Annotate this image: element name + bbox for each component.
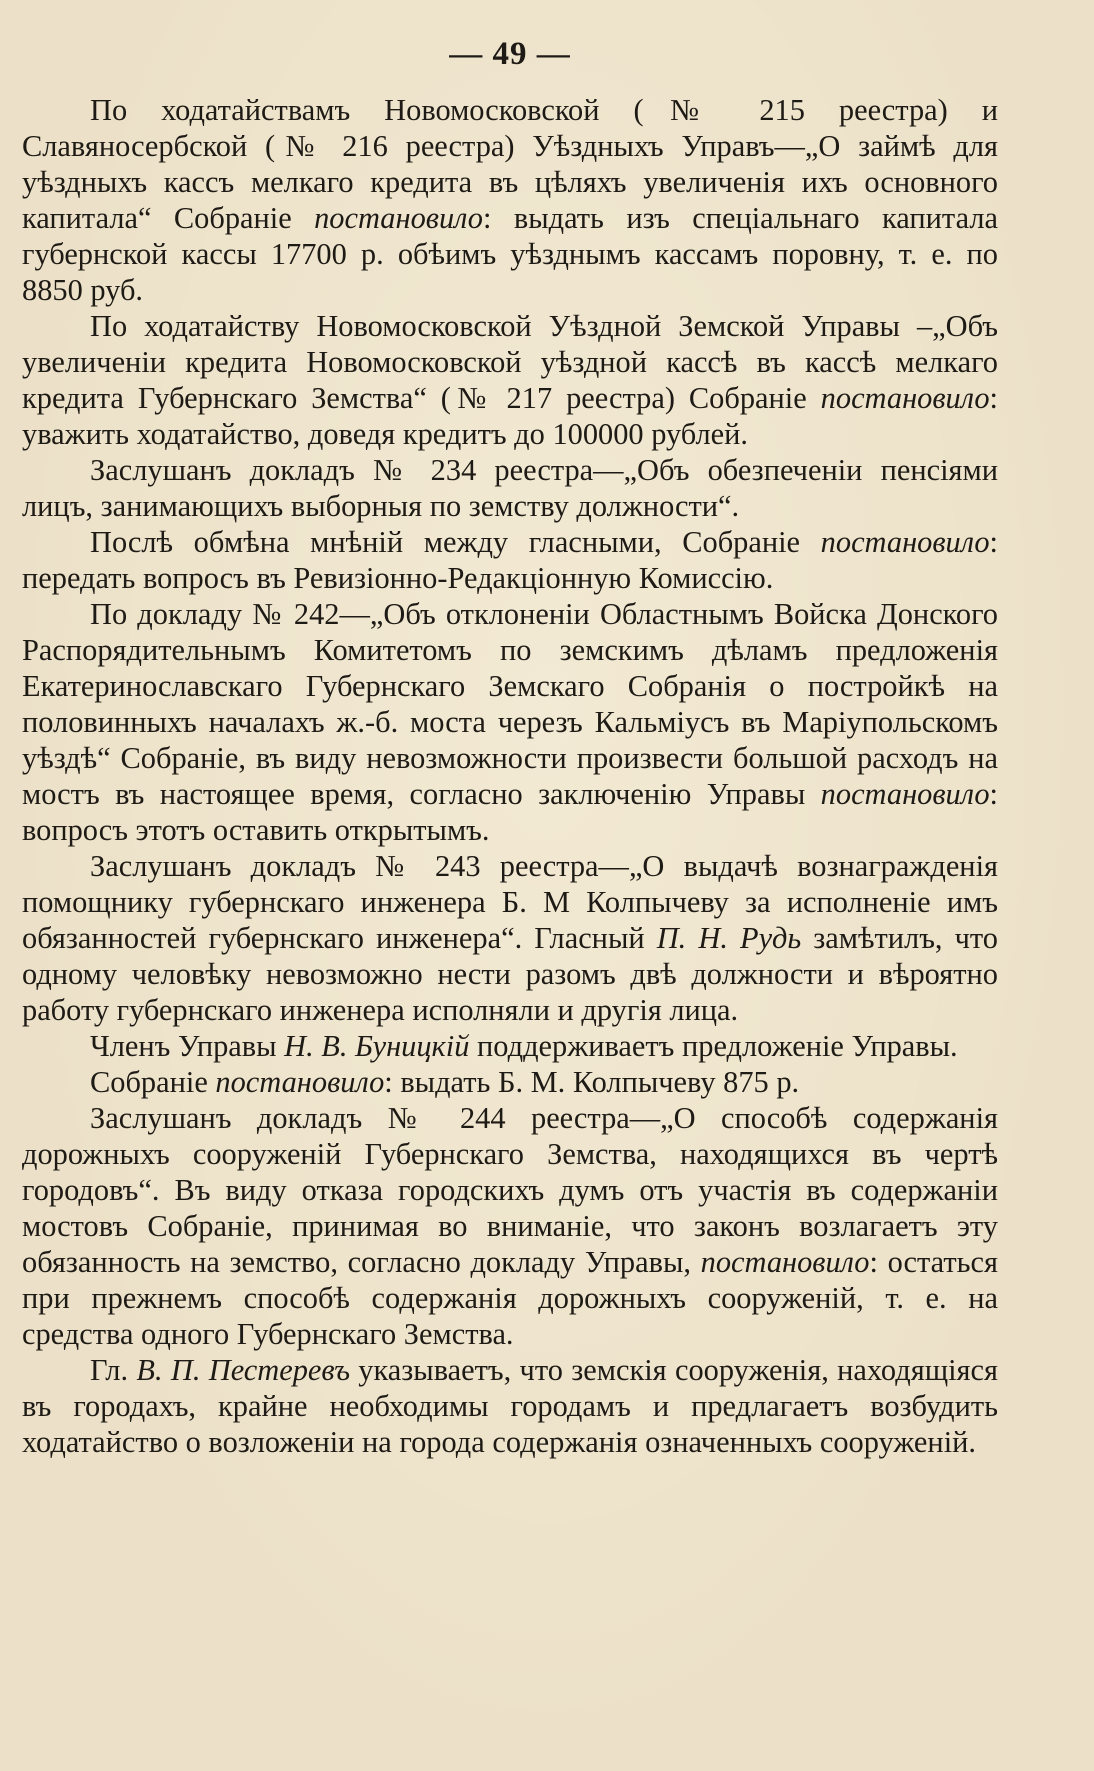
text-run: Членъ Управы: [90, 1029, 285, 1063]
text-run: указываетъ, что земскія сооруженія, находящіяся въ городахъ, крайне необходимы городамъ и предлагаетъ возбудить ходатайство о возложеніи на города содержанія означенныхъ сооруженій.: [22, 1353, 998, 1459]
text-run: : выдать Б. М. Колпычеву 875 р.: [384, 1065, 800, 1099]
paragraph: [22, 1028, 998, 1064]
page-number: — 49 —: [449, 36, 571, 72]
italic-run: постановило: [820, 525, 990, 559]
text-run: Послѣ обмѣна мнѣній между гласными, Собраніе: [90, 525, 821, 559]
text-run: : вопросъ этотъ оставить открытымъ.: [22, 777, 998, 847]
paragraph: [22, 1352, 998, 1460]
paragraph: [22, 524, 998, 596]
text-run: Заслушанъ докладъ № 234 реестра—„Объ обезпеченіи пенсіями лицъ, занимающихъ выборныя по земству должности“.: [22, 453, 998, 523]
text-run: Заслушанъ докладъ № 244 реестра—„О способѣ содержанія дорожныхъ сооруженій Губернскаго Земства, находящихся въ чертѣ городовъ“. Въ виду отказа городскихъ думъ отъ участія въ содержаніи мостовъ Собраніе, принимая во вниманіе, что законъ возлагаетъ эту обязанность на земство, согласно докладу Управы,: [22, 1101, 998, 1279]
text-run: : уважить ходатайство, доведя кредитъ до 100000 рублей.: [22, 381, 998, 451]
italic-run: постановило: [215, 1065, 385, 1099]
text-run: : выдать изъ спеціальнаго капитала губернской кассы 17700 р. обѣимъ уѣзднымъ кассамъ поровну, т. е. по 8850 руб.: [22, 201, 998, 307]
italic-run: постановило: [700, 1245, 870, 1279]
text-run: Гл.: [90, 1353, 137, 1387]
body-text: [22, 92, 998, 1460]
text-run: : остаться при прежнемъ способѣ содержанія дорожныхъ сооруженій, т. е. на средства одного Губернскаго Земства.: [22, 1245, 998, 1351]
text-run: поддерживаетъ предложеніе Управы.: [469, 1029, 958, 1063]
italic-run: постановило: [820, 381, 990, 415]
text-run: По ходатайству Новомосковской Уѣздной Земской Управы –„Объ увеличеніи кредита Новомосковской уѣздной кассѣ въ кассѣ мелкаго кредита Губернскаго Земства“ (№ 217 реестра) Собраніе: [22, 309, 998, 415]
text-run: По докладу № 242—„Объ отклоненіи Областнымъ Войска Донского Распорядительнымъ Комитетомъ по земскимъ дѣламъ предложенія Екатеринославскаго Губернскаго Земскаго Собранія о постройкѣ на половинныхъ началахъ ж.-б. моста черезъ Кальміусъ въ Маріупольскомъ уѣздѣ“ Собраніе, въ виду невозможности произвести большой расходъ на мостъ въ настоящее время, согласно заключенію Управы: [22, 597, 998, 811]
italic-run: постановило: [820, 777, 990, 811]
paragraph: [22, 452, 998, 524]
paragraph: [22, 92, 998, 308]
text-run: Заслушанъ докладъ № 243 реестра—„О выдачѣ вознагражденія помощнику губернскаго инженера Б. М Колпычеву за исполненіе имъ обязанностей губернскаго инженера“. Гласный: [22, 849, 998, 955]
text-run: По ходатайствамъ Новомосковской (№ 215 реестра) и Славяносербской (№ 216 реестра) Уѣздныхъ Управъ—„О займѣ для уѣздныхъ кассъ мелкаго кредита въ цѣляхъ увеличенія ихъ основного капитала“ Собраніе: [22, 93, 998, 235]
text-run: : передать вопросъ въ Ревизіонно-Редакціонную Комиссію.: [22, 525, 998, 595]
italic-run: П. Н. Рудь: [656, 921, 802, 955]
text-run: замѣтилъ, что одному человѣку невозможно нести разомъ двѣ должности и вѣроятно работу губернскаго инженера исполняли и другія лица.: [22, 921, 998, 1027]
italic-run: Н. В. Буницкій: [284, 1029, 470, 1063]
paragraph: [22, 1064, 998, 1100]
italic-run: постановило: [314, 201, 483, 235]
paragraph: [22, 596, 998, 848]
paragraph: [22, 1100, 998, 1352]
text-run: Собраніе: [90, 1065, 216, 1099]
italic-run: В. П. Пестеревъ: [136, 1353, 350, 1387]
paragraph: [22, 308, 998, 452]
paragraph: [22, 848, 998, 1028]
